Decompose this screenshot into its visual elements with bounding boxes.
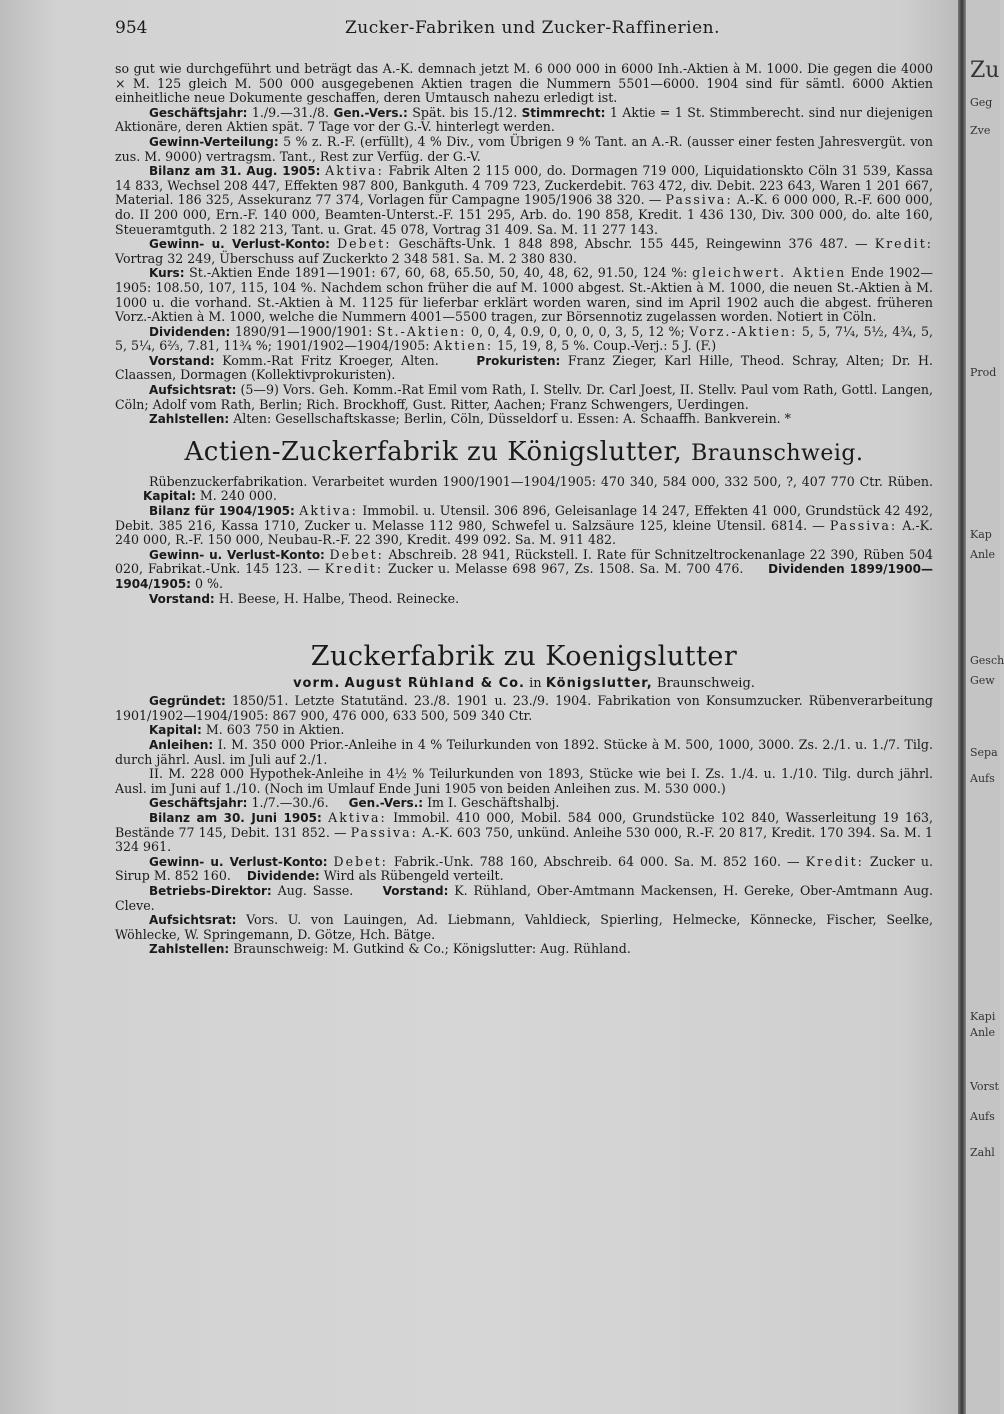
aufsichtsrat: Aufsichtsrat: Vors. U. von Lauingen, Ad. Liebmann, Vahldieck, Spierling, Helmecke, Könnecke, Fischer, Seelke, Wöhlecke, W. Springemann, D. Götze, Hch. Bätge.	[115, 912, 933, 942]
company-heading-zuckerfabrik-koenigslutter: Zuckerfabrik zu Koenigslutter	[310, 641, 738, 673]
page-content	[115, 62, 933, 957]
neighbor-fragment: Zahl	[970, 1146, 995, 1159]
neighbor-fragment: Gew	[970, 674, 995, 687]
book-gutter	[958, 0, 966, 1414]
aufsichtsrat: Aufsichtsrat: (5—9) Vors. Geh. Komm.-Rat Emil vom Rath, I. Stellv. Dr. Carl Joest, II. Stellv. Paul vom Rath, Gottl. Langen, Cöln; Adolf vom Rath, Berlin; Rich. Brockhoff, Gust. Ritter, Aachen; Franz Schwengers, Uerdingen.	[115, 382, 934, 412]
neighbor-fragment: Geg	[970, 96, 993, 109]
geschaeftsjahr-line: Geschäftsjahr: 1./9.—31./8. Gen.-Vers.: Spät. bis 15./12. Stimmrecht: 1 Aktie = 1 St. Stimmberecht. sind nur diejenigen Aktionäre, deren Aktien spät. 7 Tage vor der G.-V. hinterlegt werden.	[115, 104, 934, 135]
neighbor-fragment: Sepa	[970, 746, 998, 759]
vorstand: Vorstand: H. Beese, H. Halbe, Theod. Reinecke.	[149, 590, 460, 606]
entry-intro: so gut wie durchgeführt und beträgt das A.-K. demnach jetzt M. 6 000 000 in 6000 Inh.-Aktien à M. 1000. Die gegen die 4000 × M. 125 gleich M. 500 000 ausgegebenen Aktien tragen die Nummern 5501—6000. 1904 sind für sämtl. 6000 Aktien einheitliche neue Dokumente geschaffen, deren Umtausch nahezu erledigt ist.	[115, 61, 933, 106]
bilanz: Bilanz am 31. Aug. 1905: Aktiva: Fabrik Alten 2 115 000, do. Dormagen 719 000, Liquidationskto Cöln 31 539, Kassa 14 833, Wechsel 208 447, Effekten 987 800, Bankguth. 4 709 723, Zuckerdebit. 763 472, div. Debit. 223 643, Waren 1 201 667, Material. 186 325, Assekuranz 77 374, Vorlagen für Campagne 1905/1906 38 320. — Passiva: A.-K. 6 000 000, R.-F. 600 000, do. II 200 000, Ern.-F. 140 000, Beamten-Unterst.-F. 151 295, Arb. do. 190 858, Kredit. 1 436 130, Div. 300 000, do. alte 160, Steueramtguth. 2 182 213, Tant. u. Grat. 45 078, Vortrag 31 409. Sa. M. 11 277 143.	[115, 163, 933, 237]
anleihen: Anleihen: I. M. 350 000 Prior.-Anleihe in 4 % Teilurkunden von 1892. Stücke à M. 500, 1000, 3000. Zs. 2./1. u. 1./7. Tilg. durch jährl. Ausl. im Juli auf 2./1.	[115, 736, 933, 767]
neighbor-fragment: Anle	[970, 1026, 996, 1039]
kapital: Kapital: M. 603 750 in Aktien.	[149, 722, 345, 738]
company-heading-actien-zuckerfabrik: Actien-Zuckerfabrik zu Königslutter, Braunschweig.	[184, 436, 864, 467]
neighbor-fragment: Aufs	[970, 772, 995, 785]
dividenden: Dividenden: 1890/91—1900/1901: St.-Aktien: 0, 0, 4, 0.9, 0, 0, 0, 0, 3, 5, 12 %; Vorz.-Aktien: 5, 5, 7¼, 5½, 4¾, 5, 5, 5¼, 6⅔, 7.81, 11¾ %; 1901/1902—1904/1905: Aktien: 15, 19, 8, 5 %. Coup.-Verj.: 5 J. (F.)	[115, 323, 933, 354]
betriebs-direktor-vorstand: Betriebs-Direktor: Aug. Sasse. Vorstand: K. Rühland, Ober-Amtmann Mackensen, H. Gereke, Ober-Amtmann Aug. Cleve.	[115, 882, 933, 913]
zahlstellen: Zahlstellen: Alten: Gesellschaftskasse; Berlin, Cöln, Düsseldorf u. Essen: A. Schaaffh. Bankverein. *	[149, 411, 791, 427]
neighbor-fragment: Gesch	[970, 654, 1004, 667]
fabrikation-kapital: Rübenzuckerfabrikation. Verarbeitet wurden 1900/1901—1904/1905: 470 340, 584 000, 332 500, ?, 407 770 Ctr. Rüben. Kapital: M. 240 000.	[143, 473, 933, 504]
neighbor-fragment: Vorst	[970, 1080, 999, 1093]
zahlstellen: Zahlstellen: Braunschweig: M. Gutkind & Co.; Königslutter: Aug. Rühland.	[149, 941, 631, 957]
page-number: 954	[115, 18, 148, 38]
bilanz: Bilanz für 1904/1905: Aktiva: Immobil. u. Utensil. 306 896, Geleisanlage 14 247, Effekten 41 000, Grundstück 42 492, Debit. 385 216, Kassa 1710, Zucker u. Melasse 112 980, Schwefel u. Salzsäure 125, kleine Utensil. 6814. — Passiva: A.-K. 240 000, R.-F. 150 000, Neubau-R.-F. 22 390, Kredit. 499 092. Sa. M. 911 482.	[115, 503, 933, 548]
bilanz: Bilanz am 30. Juni 1905: Aktiva: Immobil. 410 000, Mobil. 584 000, Grundstücke 102 840, Wasserleitung 19 163, Bestände 77 145, Debit. 131 852. — Passiva: A.-K. 603 750, unkünd. Anleihe 530 000, R.-F. 20 817, Kredit. 170 394. Sa. M. 1 324 961.	[115, 809, 933, 855]
geschaeftsjahr-line: Geschäftsjahr: 1./7.—30./6. Gen.-Vers.: Im I. Geschäftshalbj.	[149, 795, 560, 811]
neighbor-fragment: Kapi	[970, 1010, 996, 1023]
neighbor-page-edge	[966, 0, 1004, 1414]
vorstand: Vorstand: Komm.-Rat Fritz Kroeger, Alten. Prokuristen: Franz Zieger, Karl Hille, Theod. Schray, Alten; Dr. H. Claassen, Dormagen (Kollektivprokuristen).	[115, 352, 933, 383]
anleihen-ii: II. M. 228 000 Hypothek-Anleihe in 4½ % Teilurkunden von 1893, Stücke wie bei I. Zs. 1./4. u. 1./10. Tilg. durch jährl. Ausl. im Juni auf 1./10. (Noch im Umlauf Ende Juni 1905 von beiden Anleihen zus. M. 530 000.)	[115, 766, 933, 796]
neighbor-fragment: Zve	[970, 124, 991, 137]
neighbor-fragment: Prod	[970, 366, 997, 379]
page-header	[115, 18, 935, 40]
company-subheading: vorm. August Rühland & Co. in Königslutter, Braunschweig.	[293, 676, 755, 692]
neighbor-fragment: Aufs	[970, 1110, 995, 1123]
gegruendet: Gegründet: 1850/51. Letzte Statutänd. 23./8. 1901 u. 23./9. 1904. Fabrikation von Konsumzucker. Rübenverarbeitung 1901/1902—1904/1905: 867 900, 476 000, 633 500, 509 340 Ctr.	[115, 693, 933, 723]
gewinn-verlust-konto: Gewinn- u. Verlust-Konto: Debet: Geschäfts-Unk. 1 848 898, Abschr. 155 445, Reingewinn 376 487. — Kredit: Vortrag 32 249, Überschuss auf Zuckerkto 2 348 581. Sa. M. 2 380 830.	[115, 236, 933, 266]
gewinn-verlust-konto: Gewinn- u. Verlust-Konto: Debet: Abschreib. 28 941, Rückstell. I. Rate für Schnitzeltrockenanlage 22 390, Rüben 504 020, Fabrikat.-Unk. 145 123. — Kredit: Zucker u. Melasse 698 967, Zs. 1508. Sa. M. 700 476. Dividenden 1899/1900—1904/1905: 0 %.	[115, 546, 933, 591]
neighbor-fragment: Kap	[970, 528, 992, 541]
running-title: Zucker-Fabriken und Zucker-Raffinerien.	[345, 18, 720, 38]
neighbor-fragment: Anle	[970, 548, 996, 561]
gewinn-verlust-konto: Gewinn- u. Verlust-Konto: Debet: Fabrik.-Unk. 788 160, Abschreib. 64 000. Sa. M. 852 160. — Kredit: Zucker u. Sirup M. 852 160. Dividende: Wird als Rübengeld verteilt.	[115, 853, 933, 884]
gewinn-verteilung: Gewinn-Verteilung: 5 % z. R.-F. (erfüllt), 4 % Div., vom Übrigen 9 % Tant. an A.-R. (ausser einer festen Jahresvergüt. von zus. M. 9000) vertragsm. Tant., Rest zur Verfüg. der G.-V.	[115, 133, 933, 164]
neighbor-fragment: Zu	[970, 58, 1000, 83]
kurs: Kurs: St.-Aktien Ende 1891—1901: 67, 60, 68, 65.50, 50, 40, 48, 62, 91.50, 124 %: gleichwert. Aktien Ende 1902—1905: 108.50, 107, 115, 104 %. Nachdem schon früher die auf M. 1000 abgest. St.-Aktien à M. 1000, die neuen St.-Aktien à M. 1000 u. die vorhand. St.-Aktien à M. 1125 für lieferbar erklärt worden waren, sind im April 1902 auch die abgest. früheren Vorz.-Aktien à M. 1000, welche die Nummern 4001—5500 tragen, zur Börsennotiz zugelassen worden. Notiert in Cöln.	[115, 265, 933, 325]
